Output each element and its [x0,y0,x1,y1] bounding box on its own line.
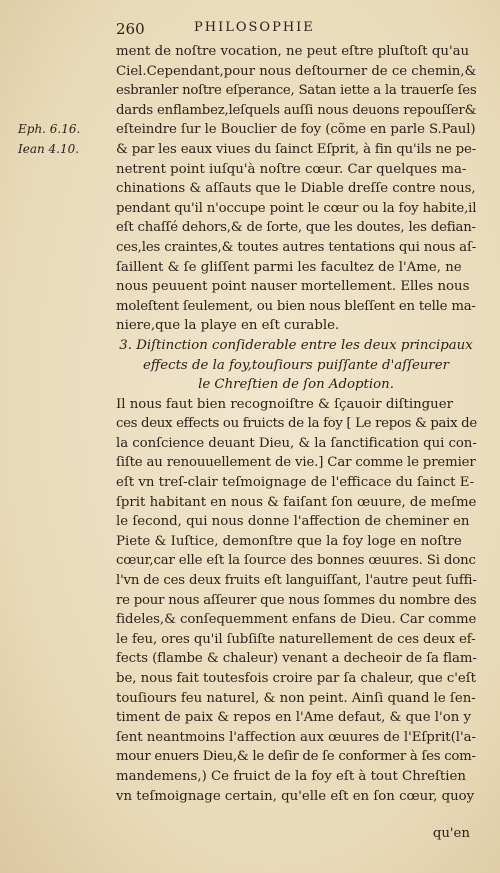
margin-note-iean: Iean 4.10. [18,142,80,156]
running-title: PHILOSOPHIE [194,20,315,35]
text-line: moleſtent ſeulement, ou bien nous bleſſent en telle ma- [116,298,476,314]
text-line: ſaillent & ſe gliſſent parmi les facultez de l'Ame, ne [116,259,462,275]
page-body [116,42,476,806]
text-line: niere,que la playe en eſt curable. [116,318,340,334]
section-heading: le Chreſtien de ſon Adoption. [198,377,394,393]
text-line: esbranler noſtre eſperance, Satan iette a la trauerſe ſes [116,83,477,99]
text-line: ces,les craintes,& toutes autres tentations qui nous aſ- [116,239,477,255]
text-line: ſiſte au renouuellement de vie.] Car comme le premier [116,455,476,471]
text-line: touſiours feu naturel, & non peint. Ainſi quand le ſen- [116,690,476,706]
text-line: dards enflambez,leſquels auſſi nous deuons repouſſer& [116,102,477,118]
text-line: ment de noſtre vocation, ne peut eſtre pluſtoſt qu'au [116,44,470,59]
page-header [116,20,470,40]
text-line: ſprit habitant en nous & faiſant ſon œuure, de meſme [116,494,477,510]
text-line: cœur,car elle eſt la ſource des bonnes œuures. Si donc [116,553,476,569]
section-heading: effects de la foy,touſiours puiſſante d'aſſeurer [142,357,450,373]
text-line: l'vn de ces deux fruits eſt languiſſant, l'autre peut ſuffi- [116,573,477,589]
text-line: ces deux effects ou fruicts de la foy [ Le repos & paix de [116,416,477,432]
text-line: fects (flambe & chaleur) venant a decheoir de ſa flam- [116,651,477,667]
text-line: chinations & aſſauts que le Diable dreſſe contre nous, [116,181,476,197]
text-line: mandemens,) Ce fruict de la foy eſt à tout Chreſtien [116,768,466,784]
text-line: pendant qu'il n'occupe point le cœur ou la foy habite,il [116,200,477,216]
margin-note-eph: Eph. 6.16. [18,122,81,136]
text-line: mour enuers Dieu,& le deſir de ſe conformer à ſes com- [116,749,476,765]
text-line: netrent point iuſqu'à noſtre cœur. Car quelques ma- [116,161,467,177]
text-line: Il nous faut bien recognoiſtre & ſçauoir diſtinguer [116,396,453,412]
text-line: vn teſmoignage certain, qu'elle eſt en ſon cœur, quoy [116,788,475,804]
text-line: le feu, ores qu'il ſubſiſte naturellement de ces deux ef- [116,631,476,647]
text-line: le ſecond, qui nous donne l'affection de cheminer en [116,514,470,530]
section-heading: 3. Diſtinction conſiderable entre les deux principaux [119,337,473,353]
text-line: be, nous fait toutesfois croire par ſa chaleur, que c'eſt [116,671,476,686]
page-number: 260 [116,20,145,38]
text-line: Ciel.Cependant,pour nous deſtourner de ce chemin,& [116,63,477,79]
text-line: ſent neantmoins l'affection aux œuures de l'Eſprit(l'a- [116,729,476,745]
text-line: Piete & Iuſtice, demonſtre que la foy loge en noſtre [116,533,462,549]
text-line: re pour nous aſſeurer que nous ſommes du nombre des [116,592,477,608]
text-line: fideles,& conſequemment enfans de Dieu. Car comme [116,612,477,628]
text-line: eſt vn treſ-clair teſmoignage de l'efficace du ſainct E- [116,475,475,491]
text-line: eſteindre ſur le Bouclier de foy (cõme en parle S.Paul) [116,122,476,138]
catchword: qu'en [432,826,470,841]
text-line: nous peuuent point nauser mortellement. Elles nous [116,279,470,295]
text-line: eſt chaſſé dehors,& de ſorte, que les doutes, les defian- [116,220,476,236]
text-line: & par les eaux viues du ſainct Eſprit, à fin qu'ils ne pe- [116,141,477,157]
text-line: la conſcience deuant Dieu, & la ſanctification qui con- [116,435,477,451]
text-line: timent de paix & repos en l'Ame defaut, & que l'on y [116,710,472,726]
